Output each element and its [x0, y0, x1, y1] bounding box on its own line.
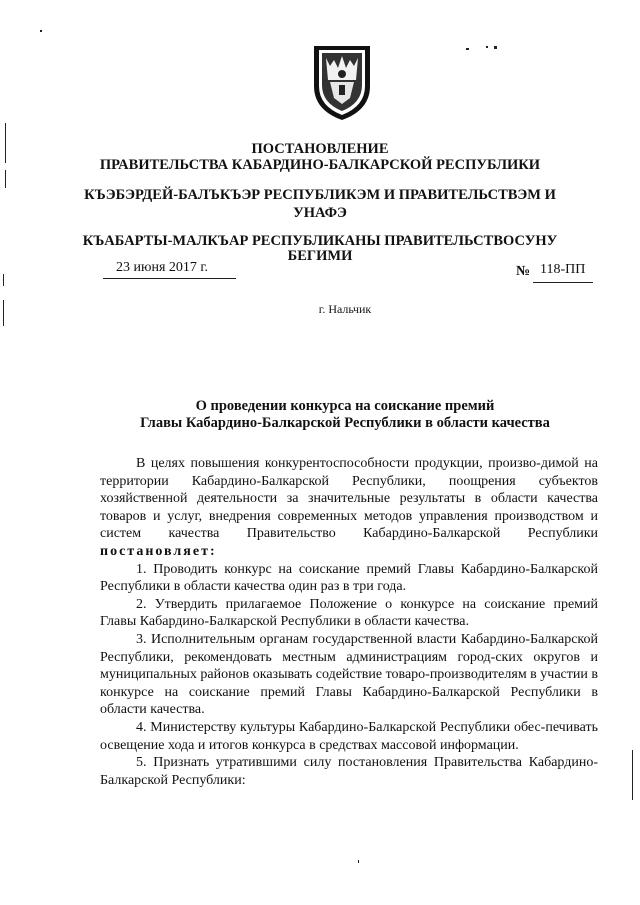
- scan-mark: [358, 860, 359, 863]
- city: г. Нальчик: [318, 302, 372, 316]
- kabardian-title-line1: КЪЭБЭРДЕЙ-БАЛЪКЪЭР РЕСПУБЛИКЭМ И ПРАВИТЕЛЬСТВЭМ И: [84, 187, 556, 203]
- decree-title: ПОСТАНОВЛЕНИЕ: [251, 141, 389, 157]
- resolves-word: постановляет:: [100, 543, 217, 559]
- document-body: [100, 455, 598, 789]
- decree-date: 23 июня 2017 г.: [116, 260, 209, 275]
- scan-mark: [486, 46, 488, 48]
- item-paragraph: 4. Министерству культуры Кабардино-Балкарской Республики обес-печивать освещение хода и итогов конкурса в средствах массовой информации.: [100, 719, 598, 753]
- scan-mark: [40, 30, 42, 32]
- decree-number: 118-ПП: [540, 262, 586, 277]
- document-title-line2: Главы Кабардино-Балкарской Республики в области качества: [140, 415, 550, 431]
- item-paragraph: 5. Признать утратившими силу постановления Правительства Кабардино-Балкарской Республики:: [100, 755, 598, 788]
- scan-mark: [3, 274, 4, 286]
- government-name: ПРАВИТЕЛЬСТВА КАБАРДИНО-БАЛКАРСКОЙ РЕСПУБЛИКИ: [99, 157, 541, 173]
- scan-mark: [632, 750, 633, 800]
- kabardian-title-line2: УНАФЭ: [293, 205, 347, 221]
- balkar-title-line2: БЕГИМИ: [287, 248, 353, 264]
- scan-mark: [466, 48, 469, 50]
- coat-of-arms-emblem: [306, 40, 378, 122]
- number-label: №: [516, 264, 531, 279]
- scan-mark: [494, 46, 497, 49]
- item-paragraph: 2. Утвердить прилагаемое Положение о конкурсе на соискание премий Главы Кабардино-Балкарской Республики в области качества.: [100, 596, 598, 630]
- balkar-title-line1: КЪАБАРТЫ-МАЛКЪАР РЕСПУБЛИКАНЫ ПРАВИТЕЛЬСТВОСУНУ: [82, 233, 558, 249]
- item-paragraph: 3. Исполнительным органам государственной власти Кабардино-Балкарской Республики, рекомендовать местным администрациям город-ских округов и муниципальных районов оказывать содействие товаро-производителям в участии в конкурсе на соискание премий Главы Кабардино-Балкарской Республики в области качества.: [100, 631, 598, 718]
- document-title-line1: О проведении конкурса на соискание премий: [195, 398, 495, 414]
- intro-text: В целях повышения конкурентоспособности продукции, произво-димой на территории Кабардино-Балкарской Республики, поощрения субъектов хозяйственной деятельности за значительные результаты в области качества товаров и услуг, внедрения современных методов управления производством и систем качества Правительство Кабардино-Балкарской Республики: [100, 456, 598, 542]
- intro-paragraph: [100, 455, 598, 561]
- item-paragraph: 1. Проводить конкурс на соискание премий Главы Кабардино-Балкарской Республики в области качества один раз в три года.: [100, 561, 598, 595]
